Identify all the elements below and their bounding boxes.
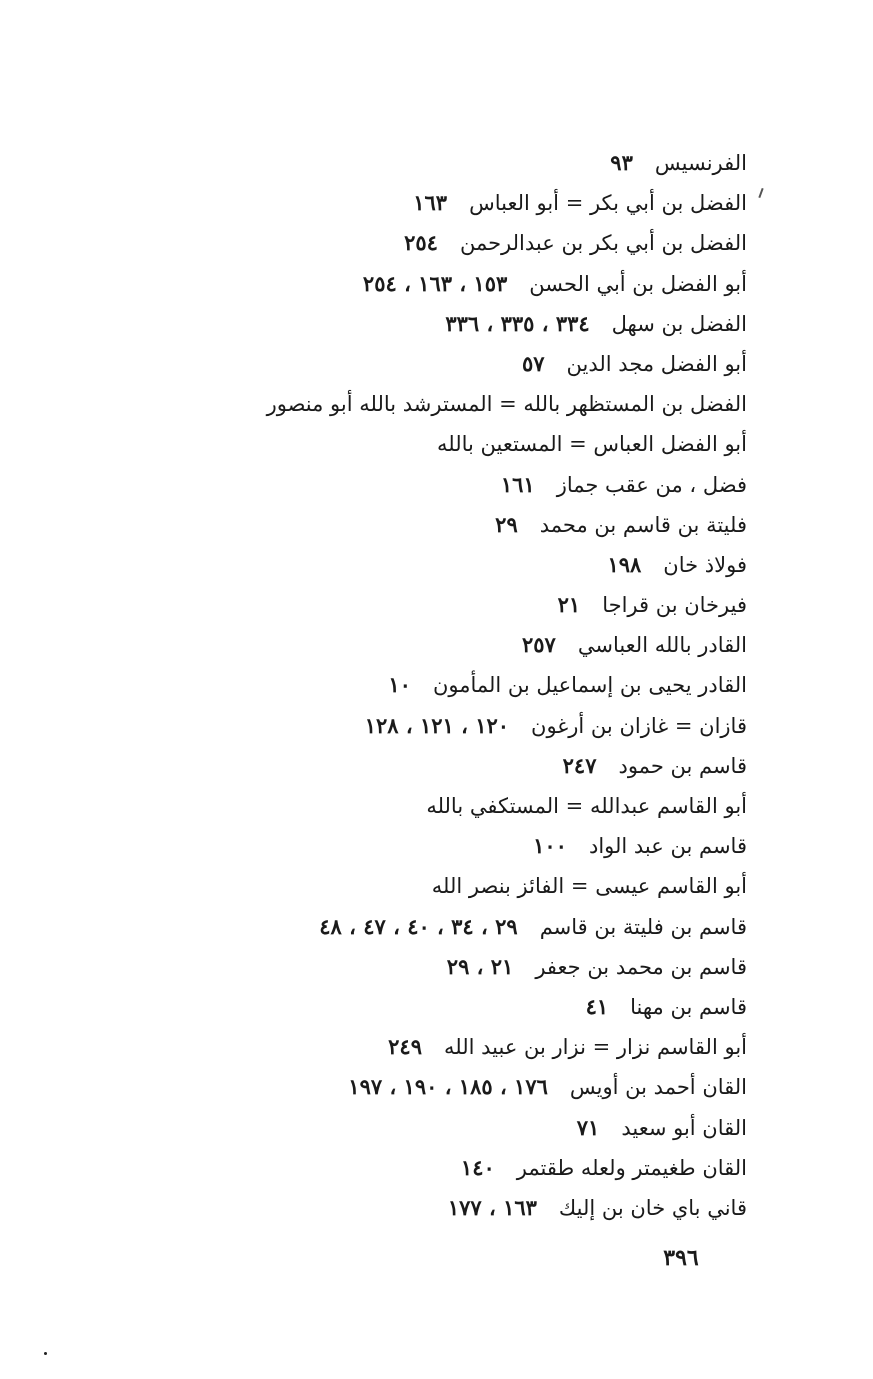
entry-pages: ١٩٨: [607, 551, 642, 577]
entry-pages: ١٤٠: [460, 1154, 495, 1180]
index-entry: [107, 665, 747, 705]
entry-name: القادر بالله العباسي: [577, 633, 747, 658]
entry-name: أبو القاسم عبدالله = المستكفي بالله: [426, 794, 747, 818]
entry-name: أبو الفضل بن أبي الحسن: [529, 271, 747, 296]
index-entry: [107, 344, 747, 384]
index-entry: [107, 384, 747, 424]
index-entry: [107, 183, 747, 223]
entry-name: الفضل بن المستظهر بالله = المسترشد بالله أبو منصور: [266, 392, 747, 417]
entry-pages: ٢١: [557, 592, 581, 618]
index-entry: [107, 866, 747, 906]
index-entry: [107, 465, 747, 505]
entry-name: فيرخان بن قراجا: [602, 593, 747, 618]
entry-name: القان أحمد بن أويس: [569, 1075, 747, 1100]
index-entry: [107, 1108, 747, 1148]
index-entry: [107, 706, 747, 746]
entry-pages: ١٦١: [500, 471, 535, 497]
entry-name: القان طغيمتر ولعله طقتمر: [516, 1155, 747, 1180]
index-list: [107, 143, 747, 1228]
entry-name: قازان = غازان بن أرغون: [531, 713, 747, 738]
index-entry: [107, 505, 747, 545]
index-entry: [107, 264, 747, 304]
index-entry: [107, 907, 747, 947]
entry-name: الفرنسيس: [654, 151, 747, 175]
entry-pages: ٧١: [576, 1114, 600, 1140]
entry-name: قاني باي خان بن إليك: [558, 1195, 747, 1220]
entry-pages: ٩٣: [610, 150, 633, 175]
entry-pages: ١٠: [388, 672, 411, 698]
entry-pages: ١٥٣ ، ١٦٣ ، ٢٥٤: [362, 270, 508, 296]
entry-pages: ١٦٣ ، ١٧٧: [447, 1194, 537, 1220]
entry-pages: ١٠٠: [533, 833, 567, 859]
entry-name: فضل ، من عقب جماز: [556, 472, 747, 497]
entry-pages: ١٢٠ ، ١٢١ ، ١٢٨: [364, 712, 510, 738]
entry-pages: ٢٥٧: [522, 632, 556, 658]
index-entry: [107, 1027, 747, 1067]
entry-name: الفضل بن أبي بكر بن عبدالرحمن: [459, 231, 747, 256]
index-entry: [107, 545, 747, 585]
entry-pages: ٤١: [585, 993, 609, 1019]
entry-pages: ٢٤٩: [388, 1034, 422, 1060]
index-entry: [107, 143, 747, 183]
entry-name: الفضل بن أبي بكر = أبو العباس: [469, 191, 747, 216]
index-entry: [107, 1148, 747, 1188]
index-entry: [107, 223, 747, 263]
margin-mark: [758, 188, 763, 198]
entry-name: قاسم بن فليتة بن قاسم: [539, 914, 747, 939]
entry-name: أبو الفضل مجد الدين: [566, 351, 747, 376]
ink-speck: [44, 1352, 47, 1355]
index-entry: [107, 987, 747, 1027]
entry-pages: ٢٥٤: [404, 230, 438, 256]
entry-name: القان أبو سعيد: [621, 1115, 747, 1140]
index-entry: [107, 786, 747, 826]
entry-name: أبو القاسم نزار = نزار بن عبيد الله: [444, 1035, 747, 1060]
entry-name: فليتة بن قاسم بن محمد: [539, 512, 747, 537]
index-entry: [107, 1067, 747, 1107]
index-entry: [107, 746, 747, 786]
entry-name: قاسم بن محمد بن جعفر: [535, 954, 747, 979]
index-entry: [107, 1188, 747, 1228]
entry-pages: ٥٧: [521, 350, 545, 376]
entry-name: الفضل بن سهل: [611, 311, 747, 336]
index-entry: [107, 304, 747, 344]
entry-name: فولاذ خان: [663, 552, 747, 577]
entry-name: أبو الفضل العباس = المستعين بالله: [437, 432, 747, 457]
entry-name: قاسم بن عبد الواد: [588, 834, 747, 859]
entry-name: القادر يحيى بن إسماعيل بن المأمون: [432, 673, 747, 698]
page-number: ٣٩٦: [663, 1245, 699, 1271]
index-entry: [107, 947, 747, 987]
entry-pages: ٣٣٤ ، ٣٣٥ ، ٣٣٦: [445, 310, 590, 336]
index-entry: [107, 826, 747, 866]
index-entry: [107, 625, 747, 665]
entry-name: أبو القاسم عيسى = الفائز بنصر الله: [431, 874, 747, 899]
entry-name: قاسم بن حمود: [618, 753, 747, 778]
entry-pages: ٢٩: [495, 511, 518, 537]
entry-pages: ٢١ ، ٢٩: [446, 953, 514, 979]
index-entry: [107, 585, 747, 625]
entry-pages: ٢٩ ، ٣٤ ، ٤٠ ، ٤٧ ، ٤٨: [319, 913, 518, 939]
entry-name: قاسم بن مهنا: [630, 994, 747, 1019]
entry-pages: ١٧٦ ، ١٨٥ ، ١٩٠ ، ١٩٧: [348, 1074, 548, 1100]
entry-pages: ٢٤٧: [562, 752, 597, 778]
index-entry: [107, 424, 747, 464]
entry-pages: ١٦٣: [413, 190, 448, 216]
